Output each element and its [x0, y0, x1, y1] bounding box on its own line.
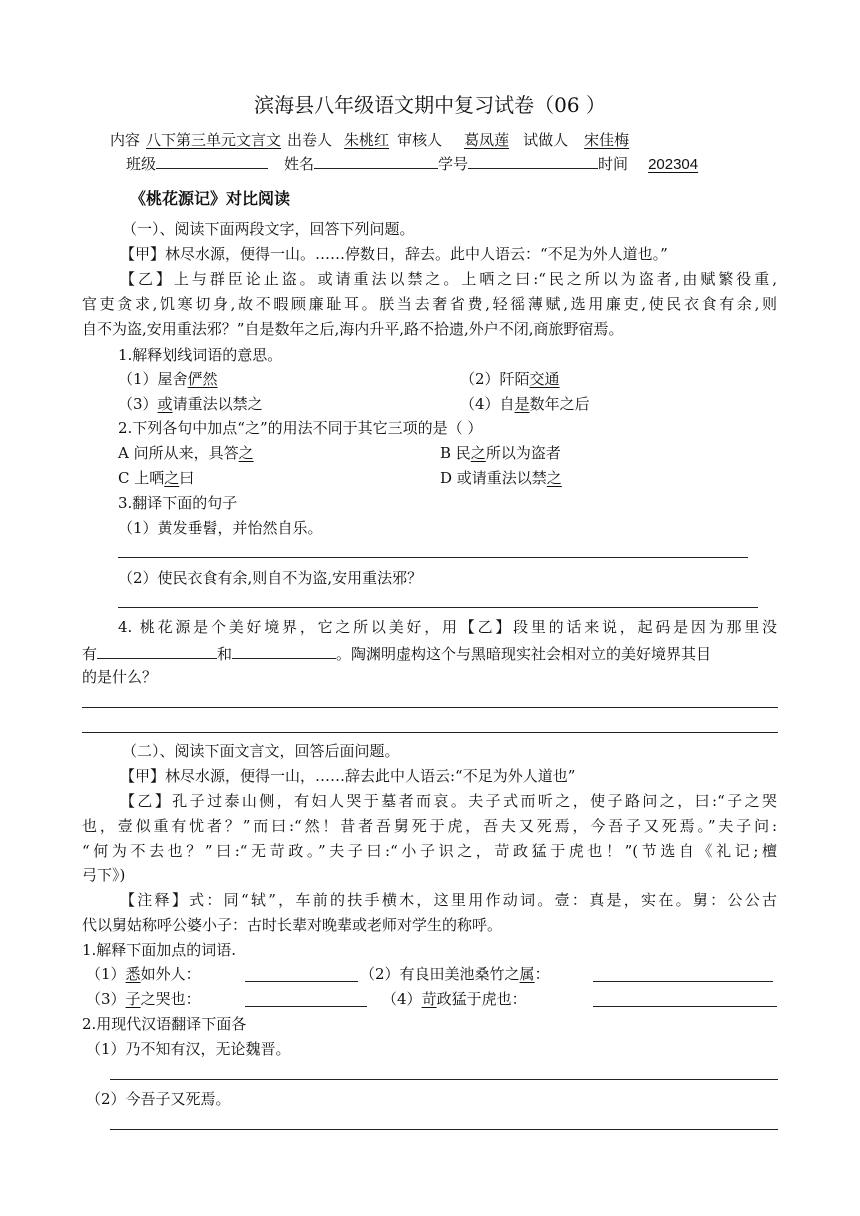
time-label: 时间 — [598, 155, 629, 173]
part1-question-3: 3.翻译下面的句子 — [118, 494, 238, 512]
answer-line[interactable] — [245, 1006, 367, 1007]
q2-option-b: B 民之所以为盗者 — [440, 444, 561, 462]
page-title: 滨海县八年级语文期中复习试卷（06 ） — [254, 93, 606, 117]
id-blank[interactable] — [468, 152, 598, 169]
part2-note: 【注释】式：同“轼”，车前的扶手横木，这里用作动词。壹：真是，实在。舅：公公古 — [120, 891, 777, 909]
q1-item: （1）屋舍俨然 — [118, 370, 218, 388]
part2-passage-yi-line: 也，壹似重有忧者？”而曰:“然！昔者吾舅死于虎，吾夫又死焉，今吾子又死焉。”夫子问: — [82, 817, 777, 835]
part2-question-1: 1.解释下面加点的词语. — [82, 941, 237, 959]
part1-question-1: 1.解释划线词语的意思。 — [118, 346, 283, 364]
student-info-row — [126, 152, 698, 175]
q2-option-a: A 问所从来，具答之 — [118, 444, 254, 462]
part2-note: 代以舅姑称呼公婆小子：古时长辈对晚辈或老师对学生的称呼。 — [82, 916, 503, 934]
q4-line-2: 有 和 。陶渊明虚构这个与黑暗现实社会相对立的美好境界其目 — [82, 642, 711, 664]
p2-q1-item: （4）苛政猛于虎也： — [382, 990, 527, 1008]
q4-line-3: 的是什么？ — [82, 668, 158, 686]
underlined-word: 或 — [157, 395, 173, 413]
reviewer-value: 葛凤莲 — [464, 131, 510, 149]
q1-item: （2）阡陌交通 — [460, 370, 560, 388]
answer-line[interactable] — [593, 1006, 777, 1007]
tester-label: 试做人 — [523, 131, 569, 149]
q3-sentence-1: （1）黄发垂髫，并怡然自乐。 — [118, 519, 323, 537]
author-value: 朱桃红 — [344, 131, 390, 149]
part2-passage-yi-line: “何为不去也？”曰:“无苛政。”夫子曰:“小子识之，苛政猛于虎也！”(节选自《礼记;檀 — [82, 842, 777, 860]
p2-q2-sentence-2: （2）今吾子又死焉。 — [86, 1090, 231, 1108]
class-blank[interactable] — [156, 152, 268, 169]
answer-line[interactable] — [245, 981, 358, 982]
part1-question-4: 4. 桃花源是个美好境界，它之所以美好，用【乙】段里的话来说，起码是因为那里没 — [118, 618, 777, 636]
part1-passage-yi-line: 官吏贪求,饥寒切身,故不暇顾廉耻耳。朕当去奢省费,轻徭薄赋,选用廉吏,使民衣食有余,则 — [82, 295, 777, 313]
part2-intro: （二）、阅读下面文言文，回答后面问题。 — [122, 742, 400, 760]
part2-question-2: 2.用现代汉语翻译下面各 — [82, 1015, 247, 1033]
reviewer-label: 审核人 — [397, 131, 443, 149]
p2-q2-sentence-1: （1）乃不知有汉，无论魏晋。 — [86, 1040, 291, 1058]
id-label: 学号 — [438, 155, 469, 173]
answer-line[interactable] — [110, 1129, 778, 1130]
part1-passage-yi-line: 自不为盗,安用重法邪？”自是数年之后,海内升平,路不拾遗,外户不闭,商旅野宿焉。 — [82, 320, 624, 338]
part2-passage-yi-line: 【乙】孔子过泰山侧，有妇人哭于墓者而哀。夫子式而听之，使子路问之，曰:“子之哭 — [120, 792, 777, 810]
section-title: 《桃花源记》对比阅读 — [130, 189, 291, 208]
name-blank[interactable] — [314, 152, 438, 169]
name-label: 姓名 — [284, 155, 315, 173]
part2-passage-yi-line: 弓下》) — [82, 866, 126, 884]
part2-passage-jia: 【甲】林尽水源，便得一山，……辞去此中人语云:“不足为外人道也” — [120, 767, 576, 785]
answer-line[interactable] — [118, 557, 748, 558]
header-info-row — [110, 130, 631, 150]
p2-q1-item: （2）有良田美池桑竹之属： — [360, 965, 550, 983]
answer-line[interactable] — [110, 1079, 778, 1080]
underlined-word: 是 — [514, 395, 530, 413]
answer-line[interactable] — [593, 981, 773, 982]
q2-option-c: C 上哂之曰 — [118, 469, 195, 487]
q2-option-d: D 或请重法以禁之 — [440, 469, 562, 487]
q3-sentence-2: （2）使民衣食有余,则自不为盗,安用重法邪？ — [118, 569, 423, 587]
part1-intro: （一）、阅读下面两段文字，回答下列问题。 — [122, 220, 415, 238]
q1-item: （3）或请重法以禁之 — [118, 395, 263, 413]
underlined-word: 俨然 — [187, 370, 218, 388]
answer-line[interactable] — [82, 732, 778, 733]
class-label: 班级 — [126, 155, 157, 173]
answer-line[interactable] — [118, 607, 758, 608]
q4-blank-2[interactable] — [232, 642, 336, 659]
part1-question-2: 2.下列各句中加点“之”的用法不同于其它三项的是（ ） — [118, 419, 483, 437]
underlined-word: 交通 — [529, 370, 560, 388]
answer-line[interactable] — [82, 707, 778, 708]
content-label: 内容 — [110, 131, 141, 149]
content-value: 八下第三单元文言文 — [146, 131, 282, 149]
author-label: 出卷人 — [287, 131, 333, 149]
p2-q1-item: （1）悉如外人： — [86, 965, 201, 983]
part1-passage-jia: 【甲】林尽水源，便得一山。……停数日，辞去。此中人语云：“不足为外人道也。” — [120, 245, 668, 263]
q1-item: （4）自是数年之后 — [460, 395, 590, 413]
part1-passage-yi-line: 【乙】上与群臣论止盗。或请重法以禁之。上哂之曰:“民之所以为盗者,由赋繁役重, — [120, 270, 777, 288]
p2-q1-item: （3）子之哭也： — [86, 990, 201, 1008]
q4-blank-1[interactable] — [97, 642, 217, 659]
time-value: 202304 — [648, 156, 699, 173]
tester-value: 宋佳梅 — [584, 131, 630, 149]
